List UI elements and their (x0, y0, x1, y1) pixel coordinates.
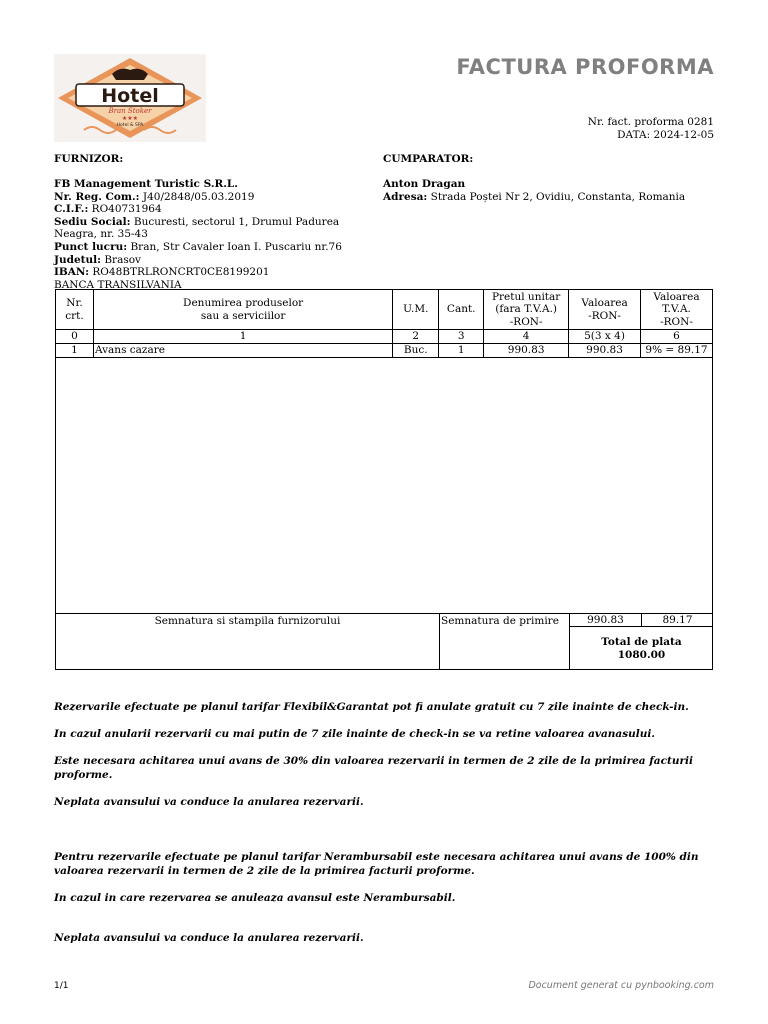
logo-word: Hotel (101, 85, 159, 107)
supplier-details (54, 178, 384, 291)
grand-total-amount: 1080.00 (617, 649, 666, 661)
document-title: FACTURA PROFORMA (456, 55, 714, 79)
page-number: 1/1 (54, 981, 69, 991)
note-paragraph: Neplata avansului va conduce la anularea rezervarii. (54, 796, 364, 808)
table-empty-area (55, 354, 713, 614)
index-cell: 0 (56, 330, 94, 344)
supplier-name: FB Management Turistic S.R.L. (54, 178, 238, 190)
supplier-iban-value: RO48BTRLRONCRT0CE8199201 (92, 266, 270, 279)
total-vat: 89.17 (642, 614, 713, 627)
receipt-signature: Semnatura de primire (440, 614, 570, 669)
logo-tag: Hotel & SPA (116, 123, 144, 128)
supplier-cif-value: RO40731964 (91, 203, 162, 216)
buyer-address-label: Adresa: (383, 190, 428, 203)
grand-total (570, 627, 713, 669)
note-paragraph: Rezervarile efectuate pe planul tarifar Flexibil&Garantat pot fi anulate gratuit cu 7 zile inainte de check-in. (54, 701, 689, 713)
note-paragraph: Neplata avansului va conduce la anularea rezervarii. (54, 932, 364, 944)
grand-total-label: Total de plata (601, 636, 682, 648)
supplier-iban-label: IBAN: (54, 266, 90, 279)
supplier-bank: BANCA TRANSILVANIA (54, 278, 182, 291)
buyer-name: Anton Dragan (383, 178, 466, 190)
note-paragraph: In cazul anularii rezervarii cu mai putin de 7 zile inainte de check-in se va retine valoarea avanasului. (54, 728, 656, 740)
supplier-county-value: Brasov (104, 253, 141, 266)
buyer-heading: CUMPARATOR: (383, 153, 474, 165)
col-header-um: U.M. (393, 290, 439, 330)
proforma-number: Nr. fact. proforma 0281 (587, 116, 714, 128)
row-um: Buc. (393, 344, 439, 358)
supplier-county-label: Judetul: (54, 253, 101, 266)
row-nr: 1 (56, 344, 94, 358)
note-paragraph: Pentru rezervarile efectuate pe planul tarifar Nerambursabil este necesara achitarea unui avans de 100% din valoarea rezervarii in termen de 2 zile de la primirea facturii proforme. (54, 851, 699, 877)
items-table (55, 289, 713, 358)
logo-stars: ★★★ (121, 115, 139, 122)
supplier-reg-label: Nr. Reg. Com.: (54, 190, 140, 203)
total-value: 990.83 (570, 614, 642, 627)
buyer-details (383, 178, 723, 203)
supplier-cif-label: C.I.F.: (54, 203, 89, 216)
supplier-seat-value: Bucuresti, sectorul 1, Drumul Padurea Neagra, nr. 35-43 (54, 215, 340, 241)
supplier-heading: FURNIZOR: (54, 153, 124, 165)
note-paragraph: In cazul in care rezervarea se anuleaza avansul este Nerambursabil. (54, 892, 456, 904)
proforma-date: DATA: 2024-12-05 (617, 129, 714, 141)
index-cell: 2 (393, 330, 439, 344)
hotel-logo (54, 54, 206, 142)
buyer-address-value: Strada Poștei Nr 2, Ovidiu, Constanta, Romania (430, 190, 686, 203)
col-header-denumire: Denumirea produselor sau a serviciilor (93, 290, 392, 330)
index-cell: 6 (641, 330, 713, 344)
row-name: Avans cazare (93, 344, 392, 358)
col-header-nr: Nr. crt. (56, 290, 94, 330)
totals-footer (55, 613, 713, 670)
supplier-work-value: Bran, Str Cavaler Ioan I. Puscariu nr.76 (130, 240, 342, 253)
hotel-logo-graphic (54, 54, 206, 142)
index-cell: 3 (439, 330, 484, 344)
supplier-seat-label: Sediu Social: (54, 215, 131, 228)
col-header-tva: Valoarea T.V.A. -RON- (641, 290, 713, 330)
note-paragraph: Este necesara achitarea unui avans de 30% din valoarea rezervarii in termen de 2 zile de la primirea facturii proforme. (54, 755, 693, 781)
supplier-reg-value: J40/2848/05.03.2019 (142, 190, 255, 203)
row-price: 990.83 (484, 344, 569, 358)
row-value: 990.83 (569, 344, 641, 358)
supplier-signature: Semnatura si stampila furnizorului (56, 614, 440, 669)
index-cell: 4 (484, 330, 569, 344)
row-vat: 9% = 89.17 (641, 344, 713, 358)
table-header-row (56, 290, 713, 330)
index-cell: 5(3 x 4) (569, 330, 641, 344)
col-header-valoare: Valoarea -RON- (569, 290, 641, 330)
table-index-row (56, 330, 713, 344)
col-header-pret: Pretul unitar (fara T.V.A.) -RON- (484, 290, 569, 330)
index-cell: 1 (93, 330, 392, 344)
supplier-work-label: Punct lucru: (54, 240, 128, 253)
logo-sub: Bran Stoker (108, 107, 152, 115)
col-header-cant: Cant. (439, 290, 484, 330)
document-meta (588, 116, 714, 142)
row-qty: 1 (439, 344, 484, 358)
generator-credit: Document generat cu pynbooking.com (528, 980, 714, 991)
